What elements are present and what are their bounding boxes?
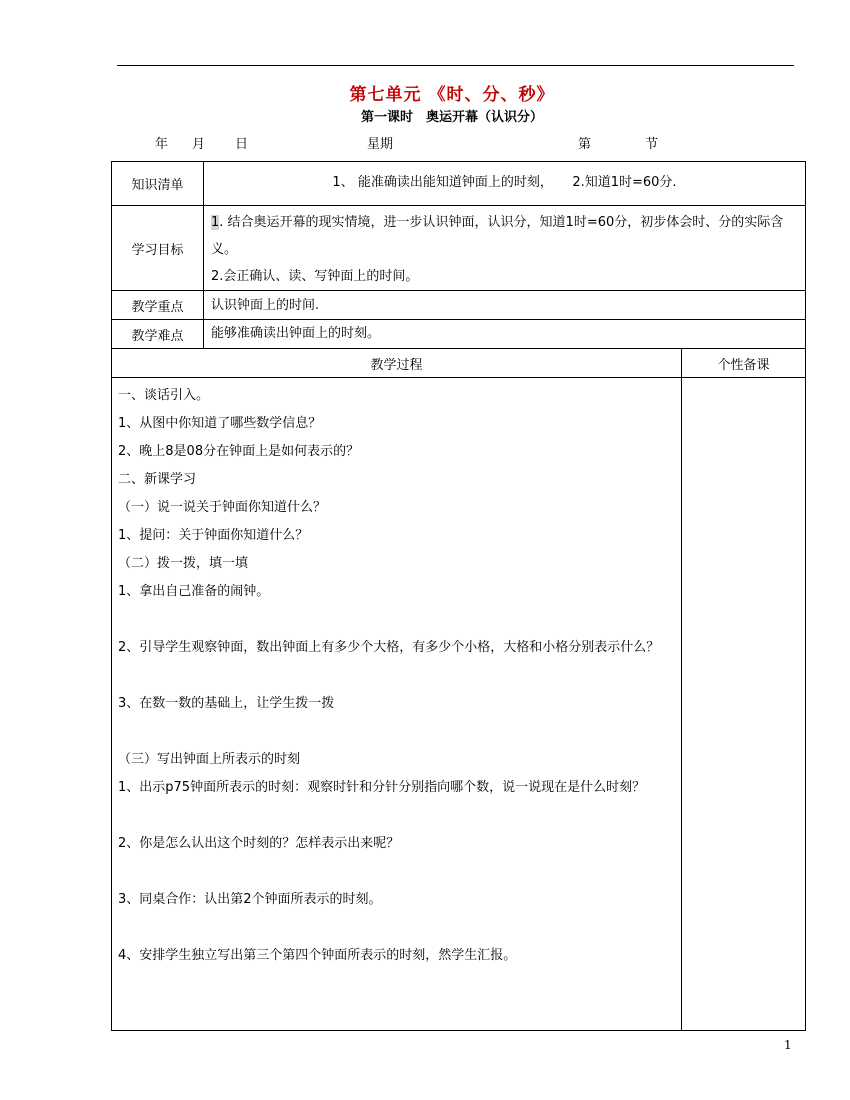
- process-line: 2、你是怎么认出这个时刻的？怎样表示出来呢？: [118, 836, 400, 851]
- process-line: （一）说一说关于钟面你知道什么？: [118, 500, 327, 515]
- knowledge-text: 1、 能准确读出能知道钟面上的时刻， 2.知道1时=60分.: [332, 175, 677, 190]
- goal-line-2: 2.会正确认、读、写钟面上的时间。: [211, 269, 419, 284]
- page-number: 1: [784, 1038, 792, 1052]
- process-cell: [112, 378, 682, 1031]
- difficulty-label: 教学难点: [112, 320, 204, 349]
- date-day-label: 日: [235, 137, 249, 152]
- process-line: 2、晚上8是08分在钟面上是如何表示的？: [118, 444, 360, 459]
- key-point-label: 教学重点: [112, 291, 204, 320]
- difficulty-row: [112, 320, 806, 349]
- goal-number: 1: [211, 215, 220, 230]
- unit-title: 第七单元 《时、分、秒》: [349, 85, 555, 105]
- section-di-label: 第: [578, 137, 592, 152]
- date-year-label: 年: [155, 137, 169, 152]
- key-point-cell: [204, 291, 806, 320]
- process-line: 4、安排学生独立写出第三个第四个钟面所表示的时刻，然学生汇报。: [118, 948, 517, 963]
- goal-cell: [204, 206, 806, 291]
- process-line: 二、新课学习: [118, 472, 197, 487]
- knowledge-row: [112, 162, 806, 206]
- process-line: 1、从图中你知道了哪些数学信息？: [118, 416, 322, 431]
- process-line: 3、在数一数的基础上，让学生拨一拨: [118, 696, 335, 711]
- difficulty-cell: [204, 320, 806, 349]
- process-header-row: [112, 349, 806, 378]
- section-jie-label: 节: [645, 137, 659, 152]
- process-line: （二）拨一拨，填一填: [118, 556, 249, 571]
- process-line: 1、出示p75钟面所表示的时刻：观察时针和分针分别指向哪个数，说一说现在是什么时刻？: [118, 780, 646, 795]
- date-month-label: 月: [192, 137, 206, 152]
- goal-label: 学习目标: [112, 206, 204, 291]
- process-line: 3、同桌合作：认出第2个钟面所表示的时刻。: [118, 892, 382, 907]
- key-point-text: 认识钟面上的时间.: [211, 298, 320, 313]
- goal-text-1: . 结合奥运开幕的现实情境，进一步认识钟面，认识分，知道1时=60分，初步体会时、分的实际含义。: [211, 215, 784, 257]
- knowledge-label: 知识清单: [112, 162, 204, 206]
- notes-header: 个性备课: [682, 349, 806, 378]
- process-header: 教学过程: [112, 349, 682, 378]
- lesson-plan-table: [111, 161, 806, 1031]
- process-body-row: [112, 378, 806, 1031]
- knowledge-cell: [204, 162, 806, 206]
- process-line: （三）写出钟面上所表示的时刻: [118, 752, 301, 767]
- difficulty-text: 能够准确读出钟面上的时刻。: [211, 326, 381, 341]
- notes-cell: [682, 378, 806, 1031]
- process-line: 1、拿出自己准备的闹钟。: [118, 584, 270, 599]
- process-line: 一、谈话引入。: [118, 388, 210, 403]
- lesson-title: 第一课时 奥运开幕（认识分）: [360, 110, 543, 125]
- goal-row: [112, 206, 806, 291]
- weekday-label: 星期: [367, 137, 394, 152]
- process-line: 1、提问：关于钟面你知道什么？: [118, 528, 309, 543]
- process-line: 2、引导学生观察钟面，数出钟面上有多少个大格，有多少个小格，大格和小格分别表示什么？: [118, 640, 660, 655]
- header-rule: [117, 65, 794, 66]
- key-point-row: [112, 291, 806, 320]
- goal-line-1: [211, 209, 799, 263]
